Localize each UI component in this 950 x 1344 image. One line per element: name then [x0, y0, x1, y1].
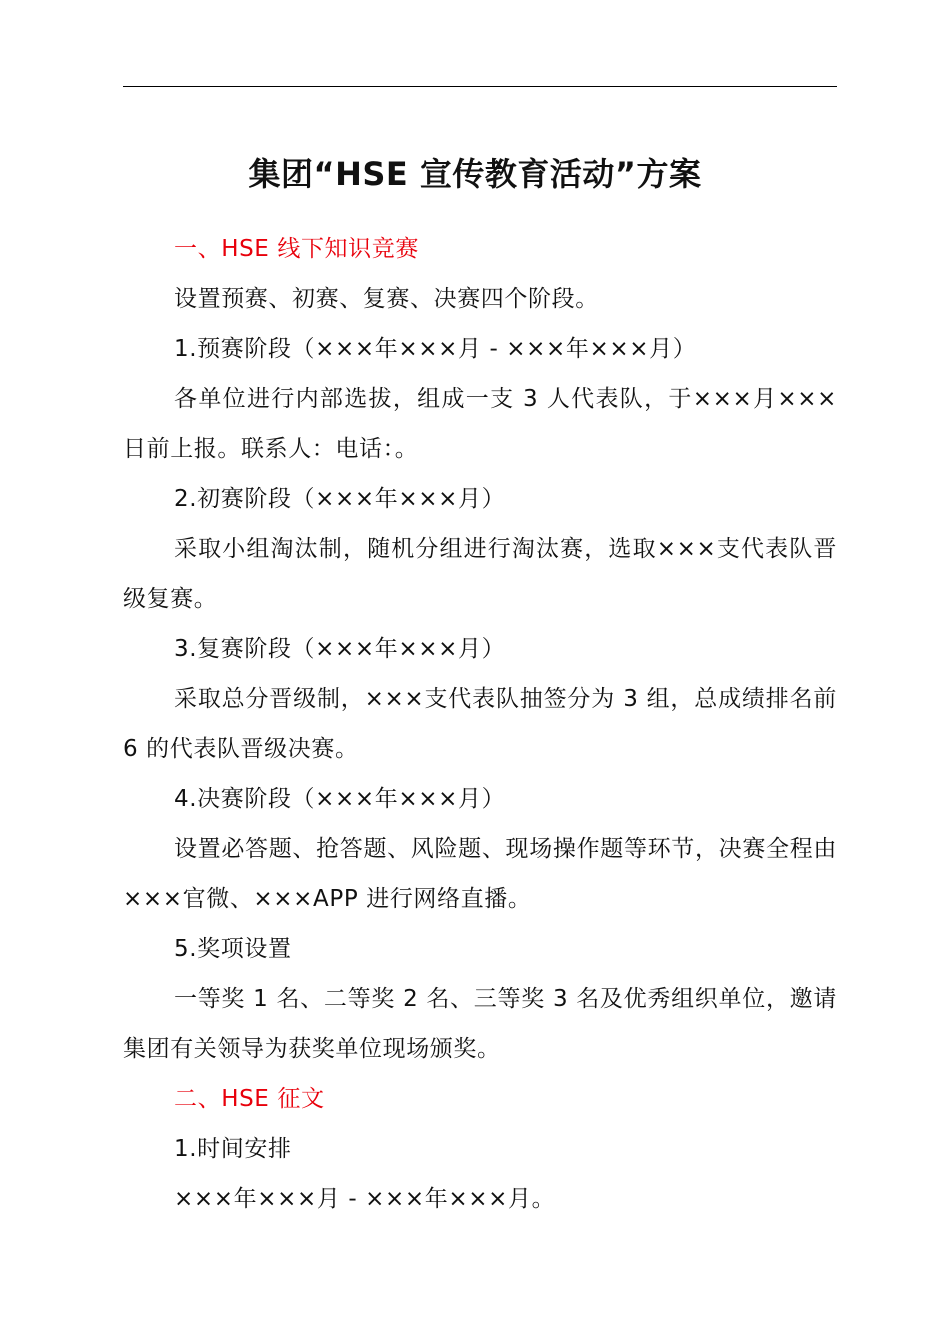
paragraph-second-round-body: 采取总分晋级制，×××支代表队抽签分为 3 组，总成绩排名前 6 的代表队晋级决赛。 — [123, 686, 837, 762]
paragraph-preliminary-body: 各单位进行内部选拔，组成一支 3 人代表队，于×××月×××日前上报。联系人：电话：。 — [123, 386, 837, 462]
paragraph-awards-body: 一等奖 1 名、二等奖 2 名、三等奖 3 名及优秀组织单位，邀请集团有关领导为获奖单位现场颁奖。 — [123, 986, 837, 1062]
paragraph-schedule-body: ×××年×××月 - ×××年×××月。 — [174, 1186, 556, 1212]
paragraph-first-round-title: 2.初赛阶段（×××年×××月） — [174, 486, 506, 512]
paragraph-second-round-title: 3.复赛阶段（×××年×××月） — [174, 636, 506, 662]
paragraph-final-title: 4.决赛阶段（×××年×××月） — [174, 786, 506, 812]
paragraph-preliminary-title: 1.预赛阶段（×××年×××月 - ×××年×××月） — [174, 336, 697, 362]
document-title: 集团“HSE 宣传教育活动”方案 — [248, 155, 702, 193]
paragraph-final-body: 设置必答题、抢答题、风险题、现场操作题等环节，决赛全程由×××官微、×××APP 进行网络直播。 — [123, 836, 837, 912]
section-heading-2: 二、HSE 征文 — [174, 1086, 325, 1112]
paragraph-schedule-title: 1.时间安排 — [174, 1136, 292, 1162]
document-body — [123, 224, 837, 1224]
paragraph-awards-title: 5.奖项设置 — [174, 936, 292, 962]
header-rule — [123, 86, 837, 87]
paragraph-first-round-body: 采取小组淘汰制，随机分组进行淘汰赛，选取×××支代表队晋级复赛。 — [123, 536, 837, 612]
section-heading-1: 一、HSE 线下知识竞赛 — [174, 236, 419, 262]
paragraph-stages: 设置预赛、初赛、复赛、决赛四个阶段。 — [174, 286, 599, 312]
